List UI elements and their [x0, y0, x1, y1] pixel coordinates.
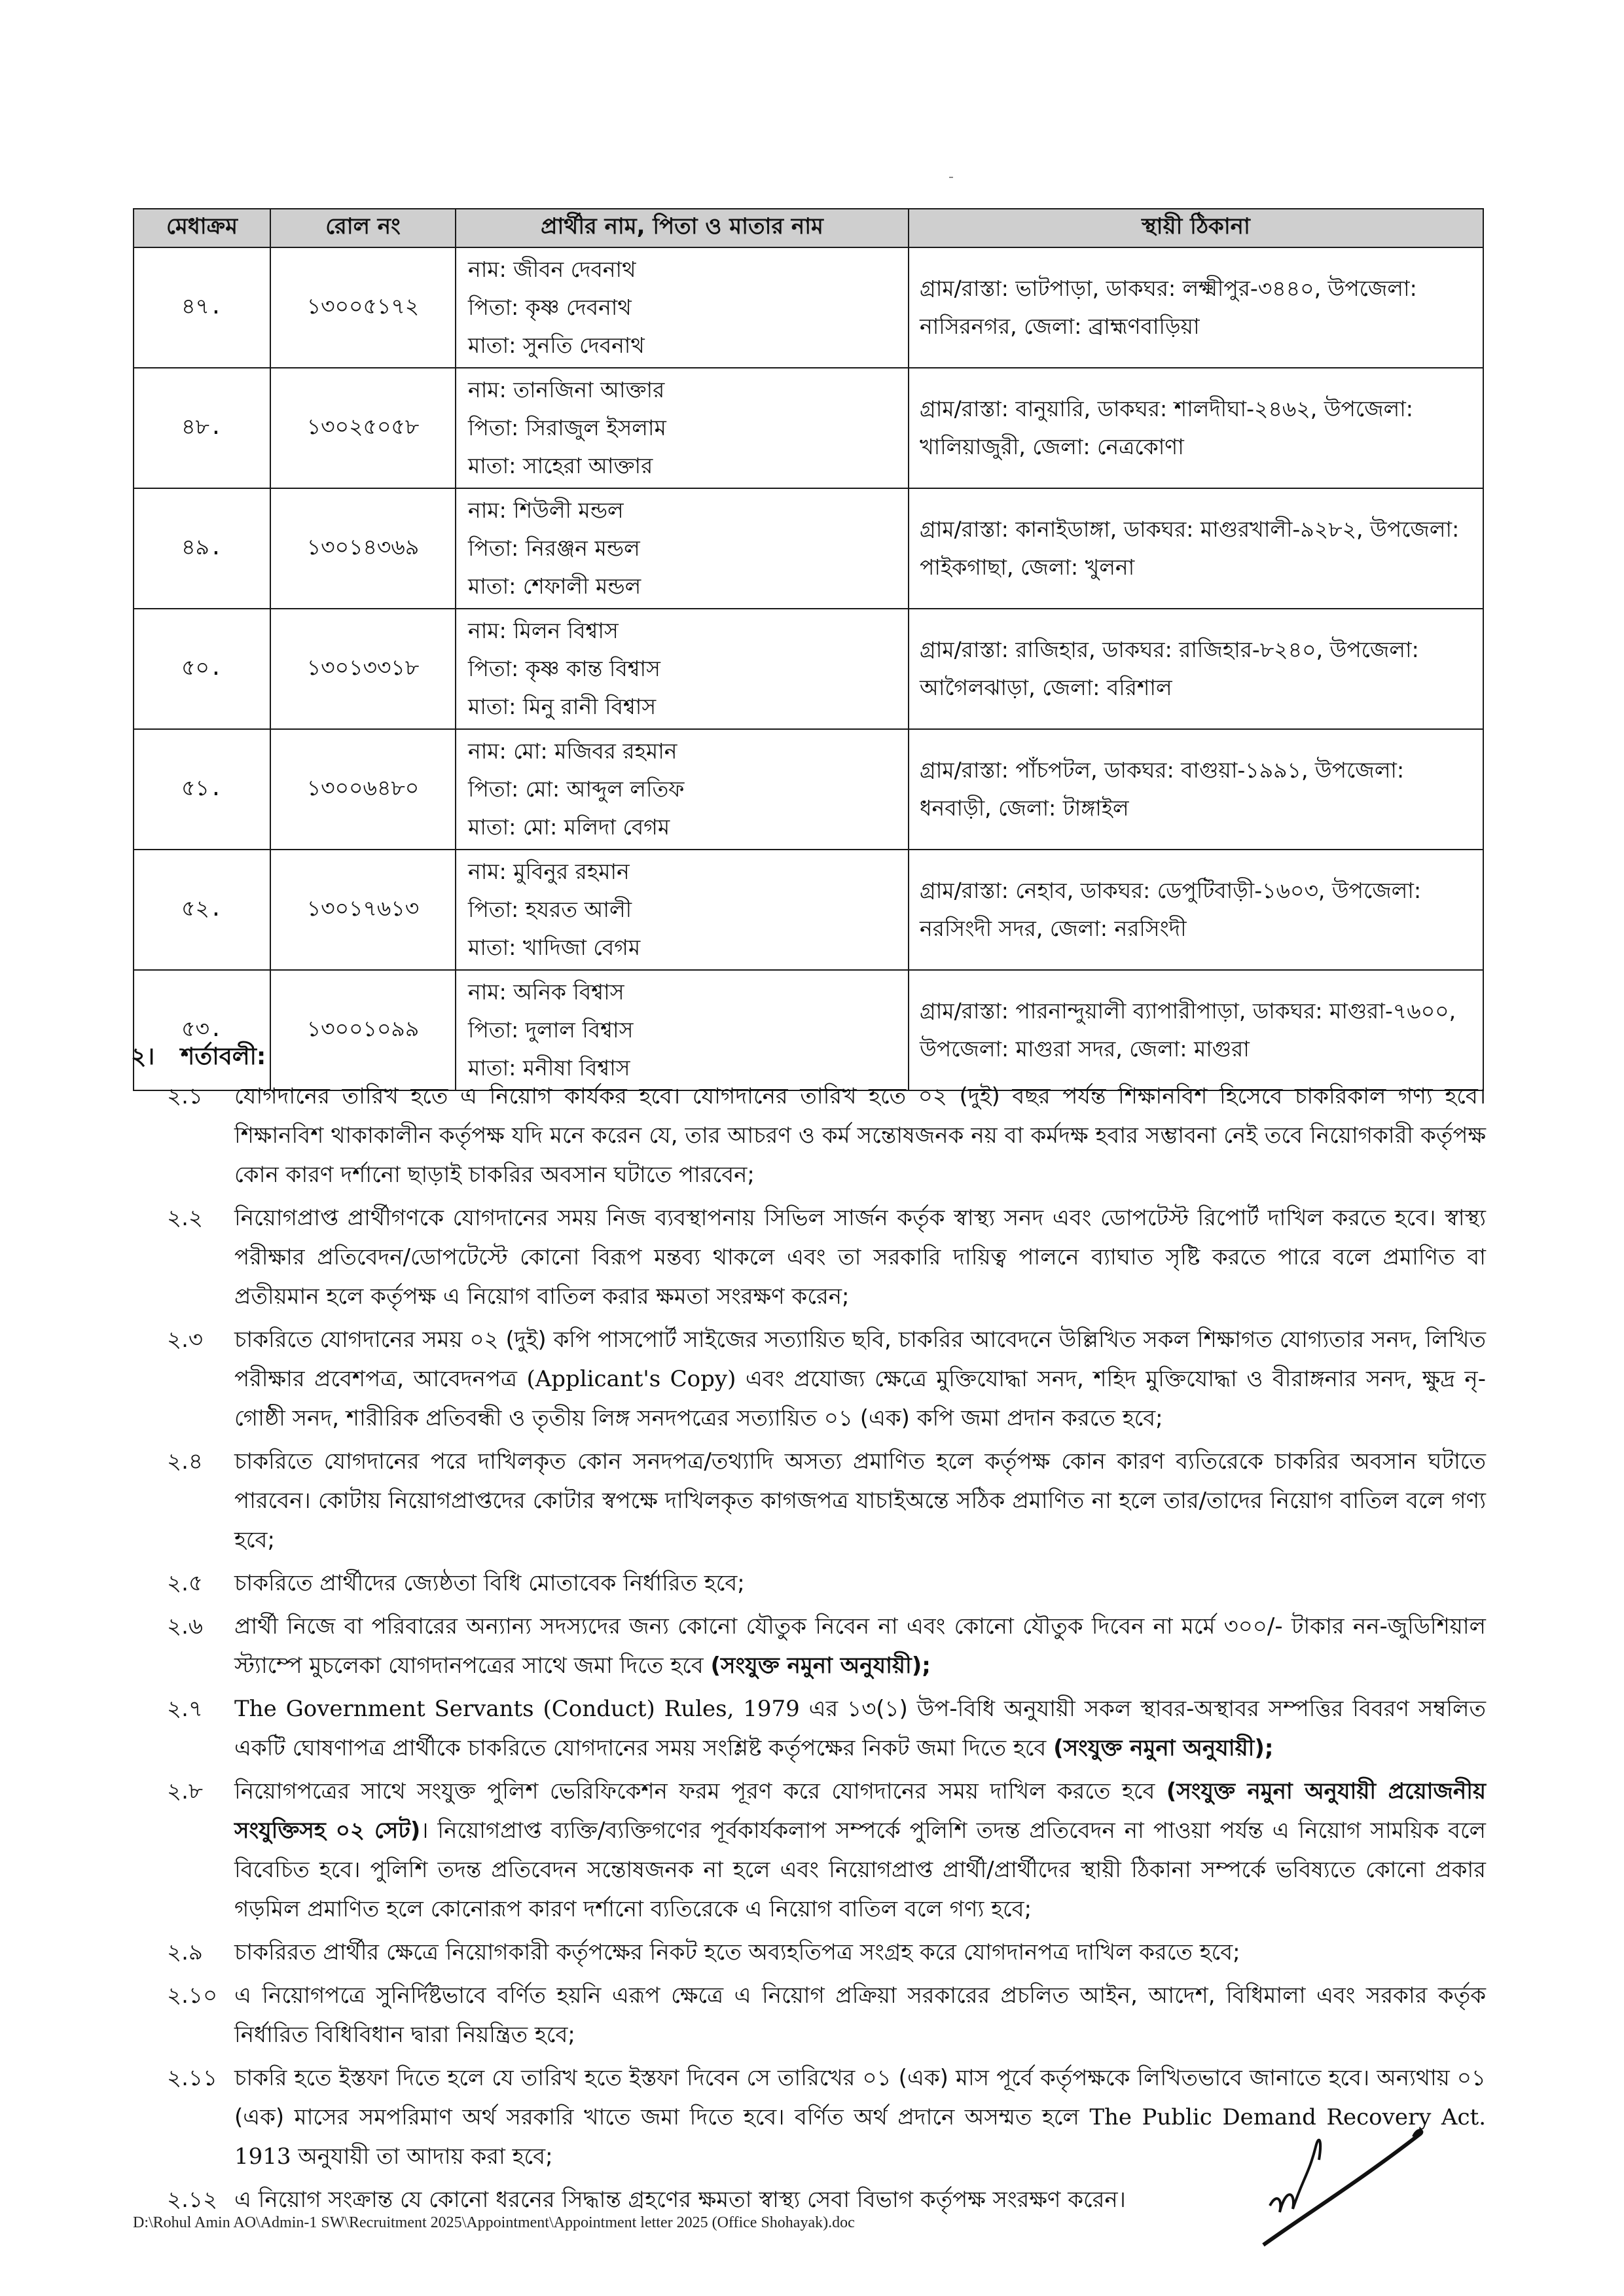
condition-clause [131, 1607, 1486, 1685]
clause-text: নিয়োগপত্রের সাথে সংযুক্ত পুলিশ ভেরিফিকেশন ফরম পূরণ করে যোগদানের সময় দাখিল করতে হবে [234, 1778, 1166, 1804]
roll-cell: ১৩০১৩৩১৮ [270, 609, 456, 729]
header-address: স্থায়ী ঠিকানা [909, 209, 1483, 247]
candidate-name: নাম: শিউলী মন্ডল [468, 497, 624, 523]
merit-cell: ৪৯. [134, 488, 270, 609]
file-path-footer: D:\Rohul Amin AO\Admin-1 SW\Recruitment 2025\Appointment\Appointment letter 2025 (Office Shohayak).doc [133, 2214, 855, 2231]
address-cell: গ্রাম/রাস্তা: রাজিহার, ডাকঘর: রাজিহার-৮২৪০, উপজেলা: আগৈলঝাড়া, জেলা: বরিশাল [909, 609, 1483, 729]
condition-clause [131, 1689, 1486, 1768]
name-cell [456, 368, 909, 488]
header-merit: মেধাক্রম [134, 209, 270, 247]
candidate-name: নাম: মিলন বিশ্বাস [468, 618, 619, 643]
name-cell [456, 850, 909, 970]
candidate-name: নাম: মো: মজিবর রহমান [468, 738, 677, 764]
condition-clause [131, 1198, 1486, 1316]
clause-bold-text: (সংযুক্ত নমুনা অনুযায়ী প্রয়োজনীয় সংযুক্তিসহ ০২ সেট) [234, 1778, 1486, 1844]
condition-clause [131, 1976, 1486, 2054]
merit-cell: ৫৩. [134, 970, 270, 1090]
condition-clause [131, 1077, 1486, 1194]
clause-number: ২.৮ [167, 1778, 203, 1804]
roll-cell: ১৩০০১০৯৯ [270, 970, 456, 1090]
mother-name: মাতা: সাহেরা আক্তার [468, 453, 653, 478]
clause-number: ২.৪ [167, 1448, 203, 1475]
clause-text: এ নিয়োগ সংক্রান্ত যে কোনো ধরনের সিদ্ধান্ত গ্রহণের ক্ষমতা স্বাস্থ্য সেবা বিভাগ কর্তৃপক্ষ সংরক্ষণ করেন। [234, 2187, 1126, 2213]
name-cell [456, 729, 909, 850]
clause-number: ২.১ [167, 1083, 203, 1109]
roll-cell: ১৩০০৫১৭২ [270, 247, 456, 368]
address-cell: গ্রাম/রাস্তা: কানাইডাঙ্গা, ডাকঘর: মাগুরখালী-৯২৮২, উপজেলা: পাইকগাছা, জেলা: খুলনা [909, 488, 1483, 609]
name-cell [456, 247, 909, 368]
condition-clause [131, 1933, 1486, 1972]
candidate-table [133, 208, 1484, 1091]
roll-cell: ১৩০০৬৪৮০ [270, 729, 456, 850]
clause-number: ২.১১ [167, 2065, 218, 2091]
section-title: শর্তাবলী: [181, 1043, 266, 1070]
table-row [134, 247, 1483, 368]
condition-clause [131, 1442, 1486, 1560]
merit-cell: ৪৭. [134, 247, 270, 368]
clause-text: চাকরিতে যোগদানের সময় ০২ (দুই) কপি পাসপোর্ট সাইজের সত্যায়িত ছবি, চাকরির আবেদনে উল্লিখিত সকল শিক্ষাগত যোগ্যতার সনদ, লিখিত পরীক্ষার প্রবেশপত্র, আবেদনপত্র [234, 1327, 1486, 1392]
clause-number: ২.১০ [167, 1982, 218, 2009]
condition-clause [131, 1564, 1486, 1603]
table-row [134, 850, 1483, 970]
roll-cell: ১৩০১৭৬১৩ [270, 850, 456, 970]
mother-name: মাতা: মো: মলিদা বেগম [468, 814, 670, 840]
name-cell [456, 488, 909, 609]
condition-clause [131, 1772, 1486, 1929]
clause-text: যোগদানের তারিখ হতে এ নিয়োগ কার্যকর হবে। যোগদানের তারিখ হতে ০২ (দুই) বছর পর্যন্ত শিক্ষানবিশ হিসেবে চাকরিকাল গণ্য হবে। শিক্ষানবিশ থাকাকালীন কর্তৃপক্ষ যদি মনে করেন যে, তার আচরণ ও কর্ম সন্তোষজনক নয় বা কর্মদক্ষ হবার সম্ভাবনা নেই তবে নিয়োগকারী কর্তৃপক্ষ কোন কারণ দর্শানো ছাড়াই চাকরির অবসান ঘটাতে পারবেন; [234, 1083, 1486, 1188]
father-name: পিতা: কৃষ্ণ কান্ত বিশ্বাস [468, 656, 660, 681]
candidate-name: নাম: তানজিনা আক্তার [468, 377, 665, 403]
candidate-name: নাম: মুবিনুর রহমান [468, 859, 630, 884]
table-row [134, 729, 1483, 850]
mother-name: মাতা: মনীষা বিশ্বাস [468, 1055, 630, 1081]
father-name: পিতা: হযরত আলী [468, 897, 632, 922]
scan-mark [949, 177, 953, 178]
candidate-name: নাম: জীবন দেবনাথ [468, 257, 636, 282]
clause-english-text: The Government Servants (Conduct) Rules, 1979 [234, 1696, 800, 1722]
conditions-section [131, 1037, 1486, 2223]
address-cell: গ্রাম/রাস্তা: বানুয়ারি, ডাকঘর: শালদীঘা-২৪৬২, উপজেলা: খালিয়াজুরী, জেলা: নেত্রকোণা [909, 368, 1483, 488]
candidate-name: নাম: অনিক বিশ্বাস [468, 979, 624, 1005]
table-row [134, 488, 1483, 609]
address-cell: গ্রাম/রাস্তা: পারনান্দুয়ালী ব্যাপারীপাড়া, ডাকঘর: মাগুরা-৭৬০০, উপজেলা: মাগুরা সদর, জেলা: মাগুরা [909, 970, 1483, 1090]
clause-text: এর ১৩(১) উপ-বিধি অনুযায়ী সকল স্থাবর-অস্থাবর সম্পত্তির বিবরণ সম্বলিত একটি ঘোষণাপত্র প্রার্থীকে চাকরিতে যোগদানের সময় সংশ্লিষ্ট কর্তৃপক্ষের নিকট জমা দিতে হবে [234, 1696, 1486, 1761]
roll-cell: ১৩০১৪৩৬৯ [270, 488, 456, 609]
clause-english-text: (Applicant's Copy) [526, 1366, 736, 1392]
clause-text: নিয়োগপ্রাপ্ত প্রার্থীগণকে যোগদানের সময় নিজ ব্যবস্থাপনায় সিভিল সার্জন কর্তৃক স্বাস্থ্য সনদ এবং ডোপটেস্ট রিপোর্ট দাখিল করতে হবে। স্বাস্থ্য পরীক্ষার প্রতিবেদন/ডোপটেস্টে কোনো বিরূপ মন্তব্য থাকলে এবং তা সরকারি দায়িত্ব পালনে ব্যাঘাত সৃষ্টি করতে পারে বলে প্রমাণিত বা প্রতীয়মান হলে কর্তৃপক্ষ এ নিয়োগ বাতিল করার ক্ষমতা সংরক্ষণ করেন; [234, 1205, 1486, 1310]
conditions-heading [131, 1037, 1486, 1077]
clause-text: চাকরি হতে ইস্তফা দিতে হলে যে তারিখ হতে ইস্তফা দিবেন সে তারিখের ০১ (এক) মাস পূর্বে কর্তৃপক্ষকে লিখিতভাবে জানাতে হবে। অন্যথায় ০১ (এক) মাসের সমপরিমাণ অর্থ সরকারি খাতে জমা দিতে হবে। বর্ণিত অর্থ প্রদানে অসম্মত হলে [234, 2065, 1486, 2130]
father-name: পিতা: মো: আব্দুল লতিফ [468, 776, 685, 802]
father-name: পিতা: কৃষ্ণ দেবনাথ [468, 295, 632, 320]
table-header-row [134, 209, 1483, 247]
clause-number: ২.৭ [167, 1696, 204, 1722]
clause-number: ২.৯ [167, 1939, 203, 1965]
clause-text: এ নিয়োগপত্রে সুনির্দিষ্টভাবে বর্ণিত হয়নি এরূপ ক্ষেত্রে এ নিয়োগ প্রক্রিয়া সরকারের প্রচলিত আইন, আদেশ, বিধিমালা এবং সরকার কর্তৃক নির্ধারিত বিধিবিধান দ্বারা নিয়ন্ত্রিত হবে; [234, 1982, 1486, 2048]
clause-english-text: The Public Demand Recovery Act. 1913 [234, 2104, 1486, 2170]
header-name: প্রার্থীর নাম, পিতা ও মাতার নাম [456, 209, 909, 247]
father-name: পিতা: সিরাজুল ইসলাম [468, 415, 666, 440]
clause-text: চাকরিরত প্রার্থীর ক্ষেত্রে নিয়োগকারী কর্তৃপক্ষের নিকট হতে অব্যহতিপত্র সংগ্রহ করে যোগদানপত্র দাখিল করতে হবে; [234, 1939, 1240, 1965]
table-row [134, 368, 1483, 488]
signature [1257, 2121, 1427, 2251]
clause-text: চাকরিতে প্রার্থীদের জ্যেষ্ঠতা বিধি মোতাবেক নির্ধারিত হবে; [234, 1570, 745, 1596]
address-cell: গ্রাম/রাস্তা: ভাটপাড়া, ডাকঘর: লক্ষ্মীপুর-৩৪৪০, উপজেলা: নাসিরনগর, জেলা: ব্রাহ্মণবাড়িয়া [909, 247, 1483, 368]
clause-number: ২.৬ [167, 1613, 204, 1640]
roll-cell: ১৩০২৫০৫৮ [270, 368, 456, 488]
clause-text: চাকরিতে যোগদানের পরে দাখিলকৃত কোন সনদপত্র/তথ্যাদি অসত্য প্রমাণিত হলে কর্তৃপক্ষ কোন কারণ ব্যতিরেকে চাকরির অবসান ঘটাতে পারবেন। কোটায় নিয়োগপ্রাপ্তদের কোটার স্বপক্ষে দাখিলকৃত কাগজপত্র যাচাইঅন্তে সঠিক প্রমাণিত না হলে তার/তাদের নিয়োগ বাতিল বলে গণ্য হবে; [234, 1448, 1486, 1553]
merit-cell: ৪৮. [134, 368, 270, 488]
section-number: ২। [131, 1043, 155, 1070]
clause-text: প্রার্থী নিজে বা পরিবারের অন্যান্য সদস্যদের জন্য কোনো যৌতুক নিবেন না এবং কোনো যৌতুক দিবেন না মর্মে ৩০০/- টাকার নন-জুডিশিয়াল স্ট্যাম্পে মুচলেকা যোগদানপত্রের সাথে জমা দিতে হবে [234, 1613, 1486, 1679]
header-roll: রোল নং [270, 209, 456, 247]
father-name: পিতা: নিরঞ্জন মন্ডল [468, 535, 640, 561]
mother-name: মাতা: শেফালী মন্ডল [468, 573, 641, 599]
address-cell: গ্রাম/রাস্তা: পাঁচপটল, ডাকঘর: বাগুয়া-১৯৯১, উপজেলা: ধনবাড়ী, জেলা: টাঙ্গাইল [909, 729, 1483, 850]
address-cell: গ্রাম/রাস্তা: নেহাব, ডাকঘর: ডেপুটিবাড়ী-১৬০৩, উপজেলা: নরসিংদী সদর, জেলা: নরসিংদী [909, 850, 1483, 970]
name-cell [456, 609, 909, 729]
clause-bold-text: (সংযুক্ত নমুনা অনুযায়ী); [1053, 1735, 1274, 1761]
clause-text-after: । নিয়োগপ্রাপ্ত ব্যক্তি/ব্যক্তিগণের পূর্বকার্যকলাপ সম্পর্কে পুলিশি তদন্ত প্রতিবেদন না পাওয়া পর্যন্ত এ নিয়োগ সাময়িক বলে বিবেচিত হবে। পুলিশি তদন্ত প্রতিবেদন সন্তোষজনক না হলে এবং নিয়োগপ্রাপ্ত প্রার্থী/প্রার্থীদের স্থায়ী ঠিকানা সম্পর্কে ভবিষ্যতে কোনো প্রকার গড়মিল প্রমাণিত হলে কোনোরূপ কারণ দর্শানো ব্যতিরেকে এ নিয়োগ বাতিল বলে গণ্য হবে; [234, 1818, 1487, 1922]
clause-text-after: এবং প্রযোজ্য ক্ষেত্রে মুক্তিযোদ্ধা সনদ, শহিদ মুক্তিযোদ্ধা ও বীরাঙ্গনার সনদ, ক্ষুদ্র নৃ-গোষ্ঠী সনদ, শারীরিক প্রতিবন্ধী ও তৃতীয় লিঙ্গ সনদপত্রের সত্যায়িত ০১ (এক) কপি জমা প্রদান করতে হবে; [234, 1366, 1486, 1431]
father-name: পিতা: দুলাল বিশ্বাস [468, 1017, 634, 1043]
clause-number: ২.২ [167, 1205, 204, 1231]
clause-bold-text: (সংযুক্ত নমুনা অনুযায়ী); [710, 1653, 931, 1679]
mother-name: মাতা: সুনতি দেবনাথ [468, 332, 645, 358]
table-row [134, 609, 1483, 729]
clause-number: ২.৫ [167, 1570, 203, 1596]
merit-cell: ৫২. [134, 850, 270, 970]
mother-name: মাতা: মিনু রানী বিশ্বাস [468, 694, 657, 719]
merit-cell: ৫১. [134, 729, 270, 850]
mother-name: মাতা: খাদিজা বেগম [468, 935, 641, 960]
clause-text-after: অনুযায়ী তা আদায় করা হবে; [291, 2144, 553, 2170]
merit-cell: ৫০. [134, 609, 270, 729]
clause-number: ২.৩ [167, 1327, 204, 1353]
condition-clause [131, 1320, 1486, 1438]
clause-number: ২.১২ [167, 2187, 218, 2213]
